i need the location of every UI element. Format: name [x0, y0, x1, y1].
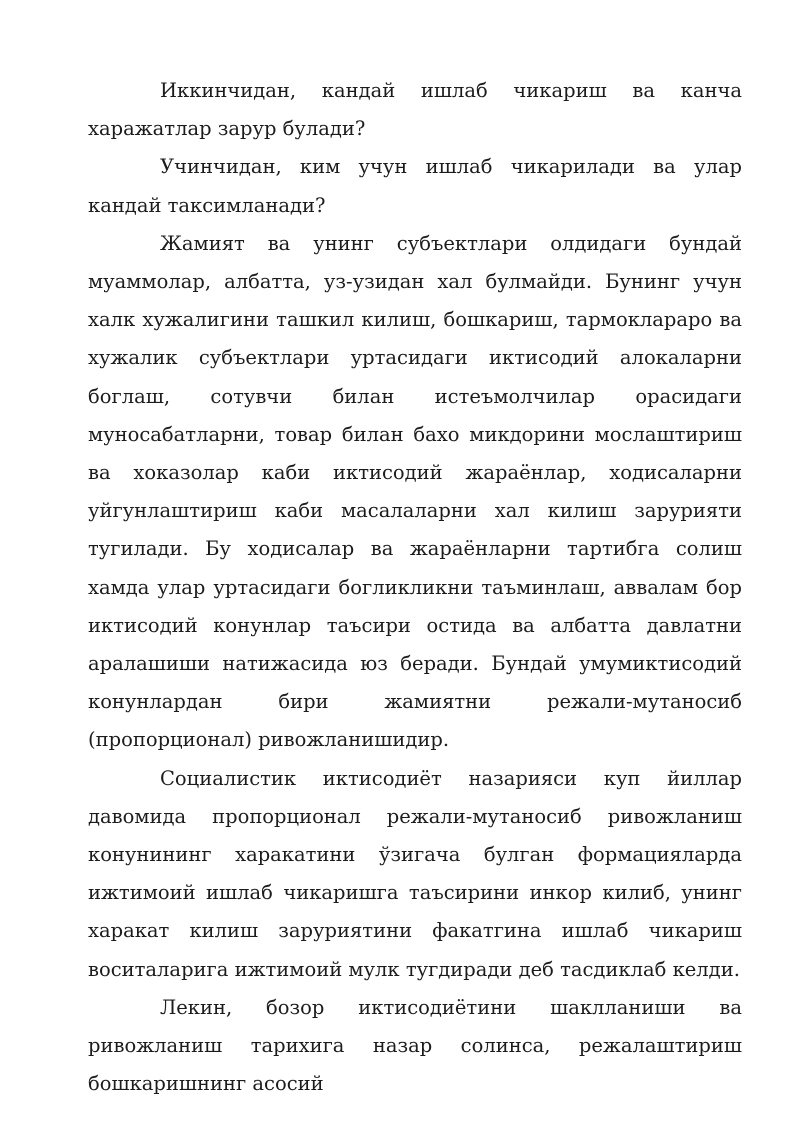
paragraph: Учинчидан, ким учун ишлаб чикарилади ва улар кандай таксимланади?: [88, 155, 742, 217]
paragraph: Социалистик иктисодиёт назарияси куп йиллар давомида пропорционал режали-мутаносиб ривожланиш конунининг харакатини ўзигача булган формацияларда ижтимоий ишлаб чикаришга таъсирини инкор килиб, унинг харакат килиш заруриятини факатгина ишлаб чикариш воситаларига ижтимоий мулк тугдиради деб тасдиклаб келди.: [88, 766, 742, 981]
paragraph: Лекин, бозор иктисодиётини шаклланиши ва ривожланиш тарихига назар солинса, режалаштириш бошкаришнинг асосий: [88, 995, 742, 1096]
paragraph: Жамият ва унинг субъектлари олдидаги бундай муаммолар, албатта, уз-узидан хал булмайди. Бунинг учун халк хужалигини ташкил килиш, бошкариш, тармоклараро ва хужалик субъектлари уртасидаги иктисодий алокаларни боглаш, сотувчи билан истеъмолчилар орасидаги муносабатларни, товар билан бахо микдорини мослаштириш ва хоказолар каби иктисодий жараёнлар, ходисаларни уйгунлаштириш каби масалаларни хал килиш зарурияти тугилади. Бу ходисалар ва жараёнларни тартибга солиш хамда улар уртасидаги богликликни таъминлаш, аввалам бор иктисодий конунлар таъсири остида ва албатта давлатни аралашиши натижасида юз беради. Бундай умумиктисодий конунлардан бири жамиятни режали-мутаносиб (пропорционал) ривожланишидир.: [88, 231, 742, 752]
document-page: [88, 72, 742, 1103]
paragraph: Иккинчидан, кандай ишлаб чикариш ва канча харажатлар зарур булади?: [88, 79, 742, 141]
